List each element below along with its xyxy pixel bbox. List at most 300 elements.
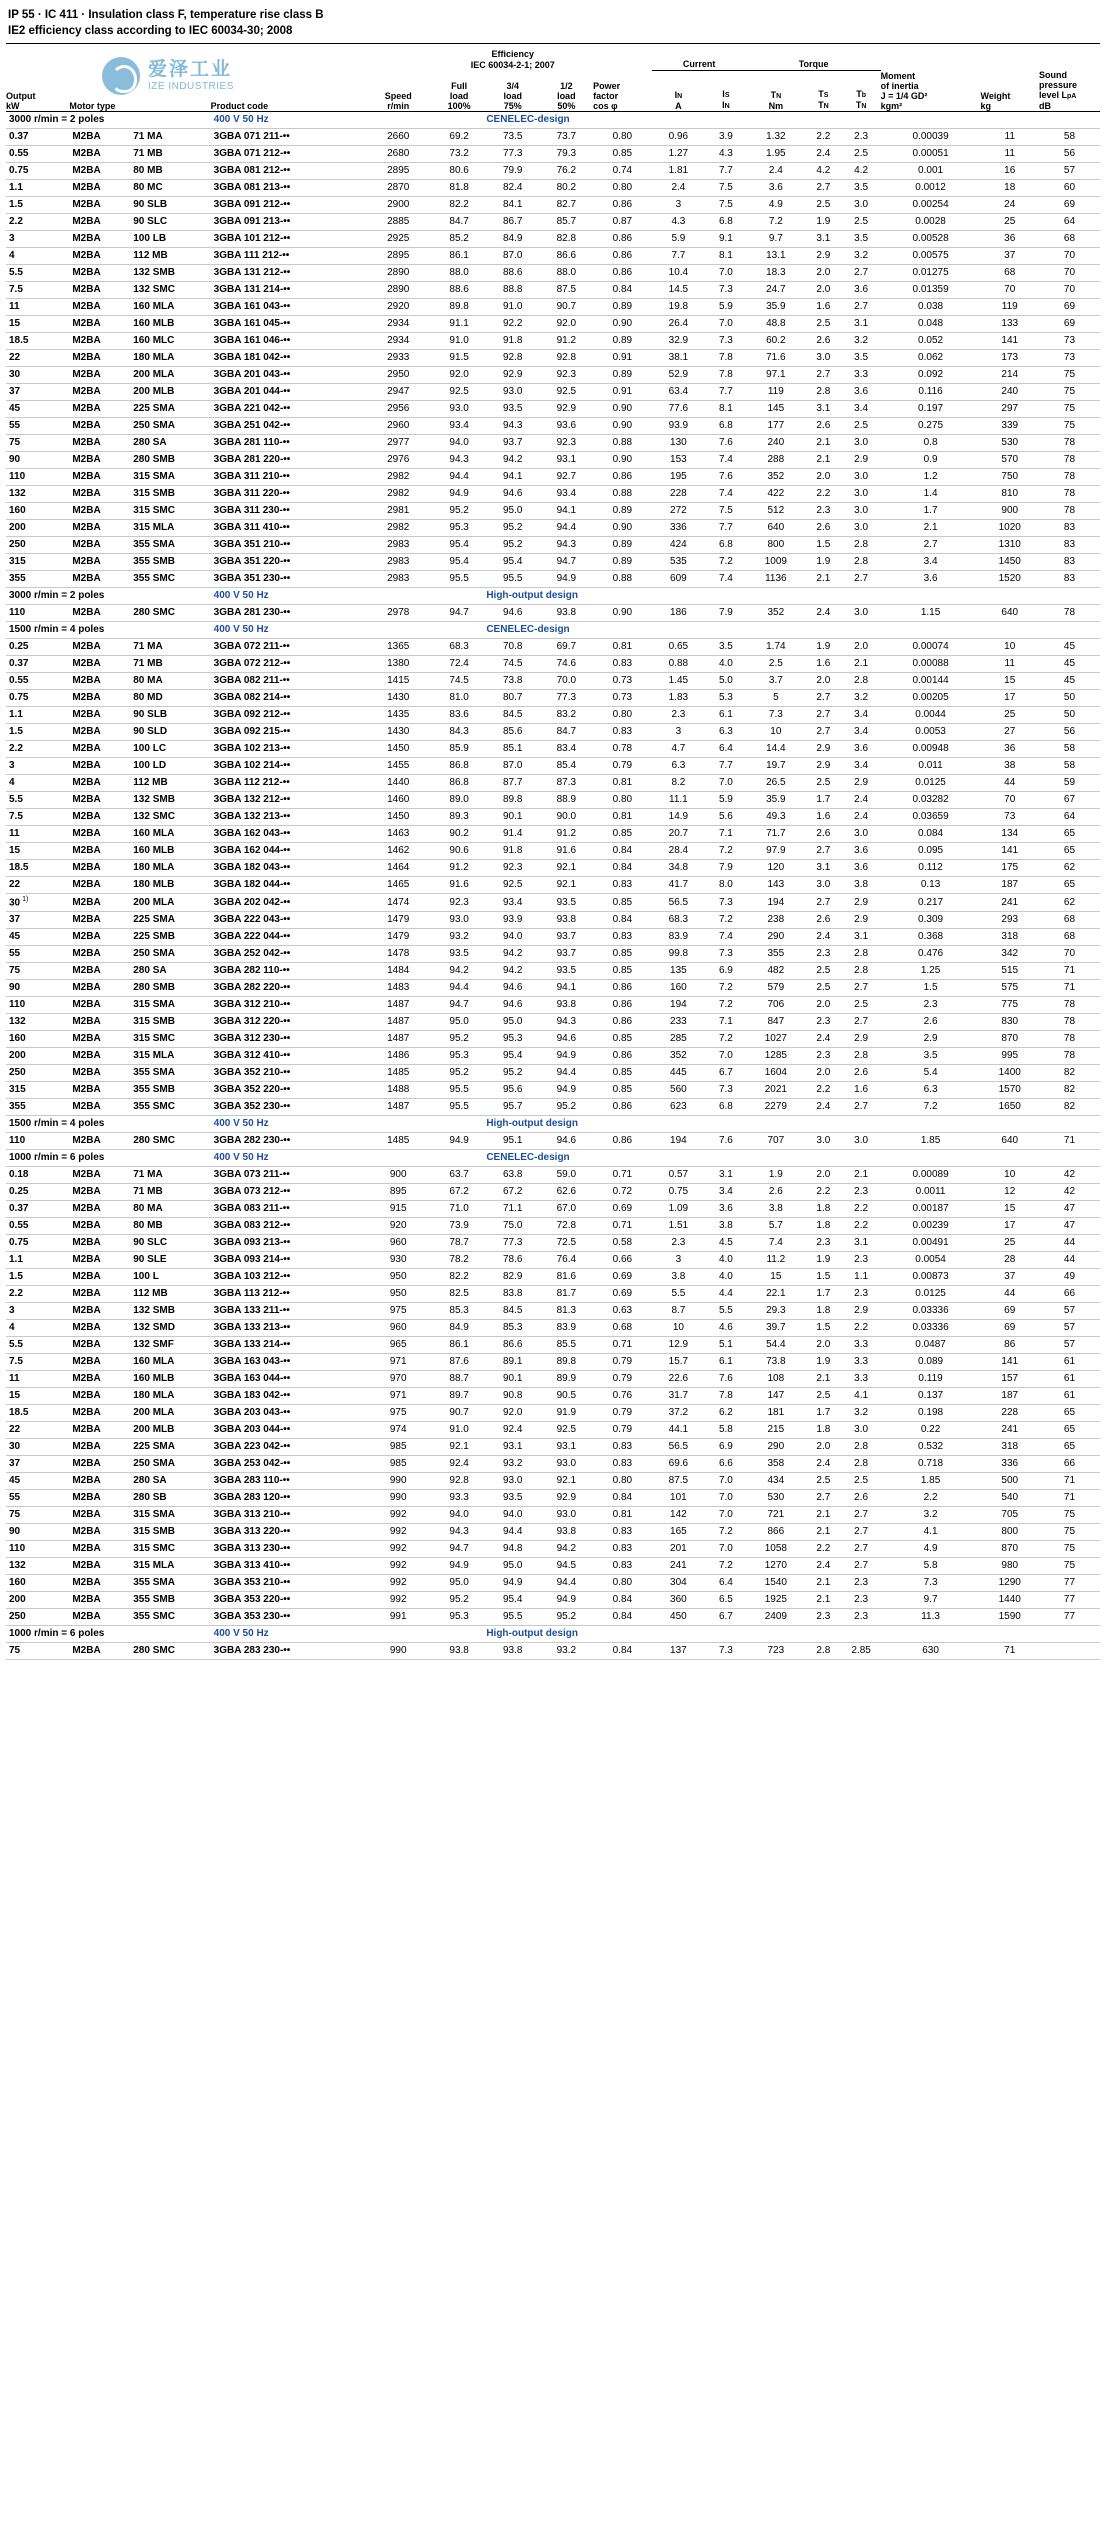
cell-eff-full: 94.7	[432, 997, 486, 1014]
table-row[interactable]	[6, 1201, 1100, 1218]
table-row[interactable]	[6, 265, 1100, 282]
cell-product-code: 3GBA 282 110-••	[211, 963, 364, 980]
cell-eff-50: 88.9	[540, 792, 594, 809]
efficiency-standard: IEC 60034-2-1; 2007	[470, 59, 555, 70]
cell-torque-tn: 13.1	[747, 248, 805, 265]
table-row[interactable]	[6, 724, 1100, 741]
cell-motor-frame: 200 MLA	[130, 894, 210, 912]
cell-output-kw: 110	[6, 997, 69, 1014]
cell-motor-frame: 100 LC	[130, 741, 210, 758]
table-row[interactable]	[6, 1490, 1100, 1507]
cell-eff-full: 95.3	[432, 520, 486, 537]
cell-eff-50: 83.9	[540, 1320, 594, 1337]
cell-motor-frame: 225 SMA	[130, 401, 210, 418]
table-row[interactable]	[6, 316, 1100, 333]
cell-torque-ratio-ts: 3.0	[805, 350, 842, 367]
cell-current-in: 0.96	[652, 129, 706, 146]
section-design-label: CENELEC-design	[432, 112, 1100, 129]
cell-eff-full: 63.7	[432, 1167, 486, 1184]
cell-product-code: 3GBA 071 212-••	[211, 146, 364, 163]
table-row[interactable]	[6, 1303, 1100, 1320]
cell-torque-ratio-tb: 2.6	[842, 1490, 881, 1507]
cell-eff-75: 94.1	[486, 469, 540, 486]
cell-current-in: 2.3	[652, 707, 706, 724]
cell-torque-ratio-ts: 2.5	[805, 1388, 842, 1405]
cell-weight: 293	[981, 912, 1039, 929]
table-row[interactable]	[6, 877, 1100, 894]
cell-eff-50: 93.0	[540, 1507, 594, 1524]
cell-eff-50: 81.3	[540, 1303, 594, 1320]
cell-output-kw: 90	[6, 980, 69, 997]
cell-product-code: 3GBA 161 043-••	[211, 299, 364, 316]
cell-weight: 25	[981, 214, 1039, 231]
cell-sound-level: 45	[1039, 673, 1100, 690]
table-row[interactable]	[6, 333, 1100, 350]
cell-sound-level: 58	[1039, 129, 1100, 146]
cell-eff-75: 85.1	[486, 741, 540, 758]
cell-motor-series: M2BA	[69, 350, 130, 367]
table-row[interactable]	[6, 639, 1100, 656]
cell-inertia: 0.198	[881, 1405, 981, 1422]
table-row[interactable]	[6, 1218, 1100, 1235]
cell-current-ratio: 5.8	[705, 1422, 746, 1439]
cell-torque-tn: 2.4	[747, 163, 805, 180]
cell-power-factor: 0.88	[593, 486, 651, 503]
table-row[interactable]	[6, 435, 1100, 452]
cell-eff-75: 92.0	[486, 1405, 540, 1422]
cell-inertia: 0.119	[881, 1371, 981, 1388]
cell-inertia: 5.8	[881, 1558, 981, 1575]
cell-current-in: 304	[652, 1575, 706, 1592]
cell-speed: 970	[364, 1371, 432, 1388]
table-row[interactable]	[6, 248, 1100, 265]
cell-motor-series: M2BA	[69, 946, 130, 963]
table-row[interactable]	[6, 1592, 1100, 1609]
header-power-factor: Power factor cos φ	[593, 70, 651, 112]
cell-power-factor: 0.79	[593, 1422, 651, 1439]
cell-power-factor: 0.71	[593, 1337, 651, 1354]
cell-eff-full: 86.1	[432, 1337, 486, 1354]
table-row[interactable]	[6, 469, 1100, 486]
table-row[interactable]	[6, 1507, 1100, 1524]
table-row[interactable]	[6, 980, 1100, 997]
cell-torque-ratio-tb: 3.6	[842, 384, 881, 401]
cell-torque-ratio-tb: 3.0	[842, 826, 881, 843]
cell-current-in: 5.5	[652, 1286, 706, 1303]
cell-motor-series: M2BA	[69, 1609, 130, 1626]
table-row[interactable]	[6, 1354, 1100, 1371]
cell-power-factor: 0.83	[593, 929, 651, 946]
cell-torque-ratio-tb: 3.3	[842, 1371, 881, 1388]
cell-motor-series: M2BA	[69, 1065, 130, 1082]
cell-power-factor: 0.79	[593, 1371, 651, 1388]
cell-torque-ratio-ts: 2.5	[805, 775, 842, 792]
cell-inertia: 0.22	[881, 1422, 981, 1439]
cell-current-ratio: 7.9	[705, 860, 746, 877]
cell-power-factor: 0.90	[593, 418, 651, 435]
cell-speed: 1455	[364, 758, 432, 775]
cell-eff-50: 90.7	[540, 299, 594, 316]
table-row[interactable]	[6, 1558, 1100, 1575]
section-speed-poles: 1000 r/min = 6 poles	[6, 1150, 211, 1167]
cell-motor-series: M2BA	[69, 1490, 130, 1507]
table-row[interactable]	[6, 605, 1100, 622]
cell-motor-frame: 80 MC	[130, 180, 210, 197]
cell-current-ratio: 3.9	[705, 129, 746, 146]
cell-product-code: 3GBA 133 213-••	[211, 1320, 364, 1337]
cell-torque-tn: 1.95	[747, 146, 805, 163]
table-row[interactable]	[6, 741, 1100, 758]
cell-eff-full: 92.8	[432, 1473, 486, 1490]
cell-product-code: 3GBA 283 230-••	[211, 1643, 364, 1660]
cell-eff-50: 83.4	[540, 741, 594, 758]
table-row[interactable]	[6, 486, 1100, 503]
cell-weight: 70	[981, 282, 1039, 299]
table-row[interactable]	[6, 452, 1100, 469]
header-speed	[364, 70, 432, 112]
cell-torque-tn: 3.8	[747, 1201, 805, 1218]
cell-torque-ratio-tb: 2.85	[842, 1643, 881, 1660]
table-row[interactable]	[6, 1184, 1100, 1201]
table-row[interactable]	[6, 384, 1100, 401]
table-row[interactable]	[6, 707, 1100, 724]
cell-sound-level: 75	[1039, 367, 1100, 384]
cell-inertia: 7.2	[881, 1099, 981, 1116]
cell-product-code: 3GBA 352 230-••	[211, 1099, 364, 1116]
table-row[interactable]	[6, 963, 1100, 980]
cell-eff-75: 95.3	[486, 1031, 540, 1048]
cell-product-code: 3GBA 221 042-••	[211, 401, 364, 418]
cell-torque-ratio-tb: 2.8	[842, 963, 881, 980]
cell-eff-50: 93.6	[540, 418, 594, 435]
cell-torque-tn: 7.4	[747, 1235, 805, 1252]
cell-output-kw: 2.2	[6, 214, 69, 231]
cell-speed: 2934	[364, 333, 432, 350]
cell-eff-full: 94.9	[432, 1133, 486, 1150]
table-row[interactable]	[6, 1286, 1100, 1303]
table-row[interactable]	[6, 929, 1100, 946]
table-row[interactable]	[6, 826, 1100, 843]
cell-torque-ratio-ts: 2.4	[805, 1558, 842, 1575]
table-row[interactable]	[6, 1541, 1100, 1558]
cell-eff-50: 89.9	[540, 1371, 594, 1388]
header-current-group: Current	[652, 44, 747, 71]
cell-torque-tn: 119	[747, 384, 805, 401]
cell-output-kw: 200	[6, 520, 69, 537]
cell-output-kw: 1.5	[6, 1269, 69, 1286]
table-row[interactable]	[6, 1371, 1100, 1388]
table-row[interactable]	[6, 673, 1100, 690]
cell-output-kw: 90	[6, 452, 69, 469]
cell-current-in: 7.7	[652, 248, 706, 265]
table-row[interactable]	[6, 350, 1100, 367]
table-row[interactable]	[6, 1609, 1100, 1626]
cell-current-in: 20.7	[652, 826, 706, 843]
cell-sound-level: 49	[1039, 1269, 1100, 1286]
cell-current-in: 41.7	[652, 877, 706, 894]
cell-eff-75: 67.2	[486, 1184, 540, 1201]
cell-output-kw: 11	[6, 1371, 69, 1388]
table-row[interactable]	[6, 775, 1100, 792]
table-row[interactable]	[6, 180, 1100, 197]
cell-product-code: 3GBA 351 210-••	[211, 537, 364, 554]
table-row[interactable]	[6, 809, 1100, 826]
cell-sound-level: 75	[1039, 418, 1100, 435]
table-row[interactable]	[6, 1473, 1100, 1490]
table-row[interactable]	[6, 1575, 1100, 1592]
cell-eff-75: 93.5	[486, 1490, 540, 1507]
table-row[interactable]	[6, 1014, 1100, 1031]
cell-motor-frame: 225 SMA	[130, 912, 210, 929]
table-row[interactable]	[6, 1065, 1100, 1082]
cell-eff-50: 85.5	[540, 1337, 594, 1354]
table-row[interactable]	[6, 1031, 1100, 1048]
cell-torque-ratio-ts: 2.3	[805, 503, 842, 520]
cell-current-in: 194	[652, 997, 706, 1014]
cell-eff-75: 95.4	[486, 1048, 540, 1065]
cell-weight: 705	[981, 1507, 1039, 1524]
cell-torque-tn: 1058	[747, 1541, 805, 1558]
cell-weight: 339	[981, 418, 1039, 435]
table-row[interactable]	[6, 129, 1100, 146]
cell-output-kw: 0.55	[6, 673, 69, 690]
cell-motor-frame: 355 SMC	[130, 571, 210, 588]
cell-eff-full: 67.2	[432, 1184, 486, 1201]
cell-torque-ratio-ts: 2.5	[805, 316, 842, 333]
table-row[interactable]	[6, 1456, 1100, 1473]
cell-output-kw: 37	[6, 384, 69, 401]
cell-product-code: 3GBA 082 214-••	[211, 690, 364, 707]
cell-eff-75: 94.8	[486, 1541, 540, 1558]
cell-power-factor: 0.58	[593, 1235, 651, 1252]
cell-weight: 775	[981, 997, 1039, 1014]
table-row[interactable]	[6, 1337, 1100, 1354]
cell-output-kw: 5.5	[6, 792, 69, 809]
cell-power-factor: 0.80	[593, 1473, 651, 1490]
table-row[interactable]	[6, 214, 1100, 231]
cell-current-in: 352	[652, 1048, 706, 1065]
cell-speed: 974	[364, 1422, 432, 1439]
cell-eff-75: 87.0	[486, 758, 540, 775]
cell-current-in: 4.7	[652, 741, 706, 758]
cell-current-in: 32.9	[652, 333, 706, 350]
cell-sound-level: 58	[1039, 741, 1100, 758]
cell-current-in: 87.5	[652, 1473, 706, 1490]
table-row[interactable]	[6, 1269, 1100, 1286]
cell-motor-series: M2BA	[69, 1184, 130, 1201]
cell-inertia: 0.0125	[881, 775, 981, 792]
cell-weight: 16	[981, 163, 1039, 180]
cell-speed: 1483	[364, 980, 432, 997]
cell-current-ratio: 7.3	[705, 333, 746, 350]
table-row[interactable]	[6, 520, 1100, 537]
cell-power-factor: 0.85	[593, 946, 651, 963]
cell-current-in: 623	[652, 1099, 706, 1116]
table-row[interactable]	[6, 1252, 1100, 1269]
cell-current-in: 37.2	[652, 1405, 706, 1422]
table-row[interactable]	[6, 1388, 1100, 1405]
cell-sound-level: 83	[1039, 554, 1100, 571]
cell-weight: 36	[981, 741, 1039, 758]
cell-eff-full: 72.4	[432, 656, 486, 673]
table-row[interactable]	[6, 1422, 1100, 1439]
header-moment-of-inertia: Moment of inertia J = 1/4 GD² kgm²	[881, 70, 981, 112]
table-row[interactable]	[6, 163, 1100, 180]
cell-eff-50: 67.0	[540, 1201, 594, 1218]
cell-speed: 900	[364, 1167, 432, 1184]
cell-eff-full: 94.2	[432, 963, 486, 980]
table-row[interactable]	[6, 1048, 1100, 1065]
cell-eff-full: 91.0	[432, 1422, 486, 1439]
cell-speed: 2982	[364, 520, 432, 537]
cell-inertia: 630	[881, 1643, 981, 1660]
table-row[interactable]	[6, 758, 1100, 775]
table-row[interactable]	[6, 690, 1100, 707]
cell-product-code: 3GBA 091 213-••	[211, 214, 364, 231]
table-row[interactable]	[6, 894, 1100, 912]
table-row[interactable]	[6, 1099, 1100, 1116]
cell-current-ratio: 7.3	[705, 946, 746, 963]
cell-current-ratio: 7.3	[705, 1082, 746, 1099]
cell-inertia: 5.4	[881, 1065, 981, 1082]
table-row[interactable]	[6, 1167, 1100, 1184]
table-row[interactable]	[6, 197, 1100, 214]
cell-torque-ratio-tb: 4.1	[842, 1388, 881, 1405]
cell-power-factor: 0.68	[593, 1320, 651, 1337]
table-row[interactable]	[6, 792, 1100, 809]
cell-current-in: 130	[652, 435, 706, 452]
cell-torque-ratio-ts: 2.5	[805, 197, 842, 214]
cell-eff-75: 90.1	[486, 809, 540, 826]
cell-eff-75: 95.2	[486, 520, 540, 537]
table-row[interactable]	[6, 146, 1100, 163]
cell-torque-ratio-tb: 3.0	[842, 520, 881, 537]
cell-motor-frame: 112 MB	[130, 248, 210, 265]
table-row[interactable]	[6, 231, 1100, 248]
cell-speed: 992	[364, 1558, 432, 1575]
cell-torque-tn: 2.5	[747, 656, 805, 673]
table-row[interactable]	[6, 503, 1100, 520]
cell-eff-full: 81.8	[432, 180, 486, 197]
cell-product-code: 3GBA 283 110-••	[211, 1473, 364, 1490]
cell-motor-frame: 90 SLB	[130, 197, 210, 214]
table-row[interactable]	[6, 843, 1100, 860]
cell-sound-level: 65	[1039, 1439, 1100, 1456]
table-row[interactable]	[6, 946, 1100, 963]
cell-speed: 992	[364, 1541, 432, 1558]
table-row[interactable]	[6, 401, 1100, 418]
cell-torque-ratio-ts: 2.5	[805, 980, 842, 997]
cell-output-kw: 160	[6, 503, 69, 520]
cell-power-factor: 0.85	[593, 1082, 651, 1099]
cell-motor-series: M2BA	[69, 180, 130, 197]
cell-current-in: 195	[652, 469, 706, 486]
cell-torque-ratio-tb: 2.7	[842, 1541, 881, 1558]
cell-output-kw: 30	[6, 1439, 69, 1456]
cell-eff-50: 93.1	[540, 452, 594, 469]
cell-motor-frame: 160 MLB	[130, 1371, 210, 1388]
table-row[interactable]	[6, 537, 1100, 554]
cell-current-in: 3.8	[652, 1269, 706, 1286]
section-header-row	[6, 1626, 1100, 1643]
cell-motor-series: M2BA	[69, 1303, 130, 1320]
cell-motor-series: M2BA	[69, 1167, 130, 1184]
cell-eff-50: 72.5	[540, 1235, 594, 1252]
table-row[interactable]	[6, 1439, 1100, 1456]
cell-eff-75: 93.4	[486, 894, 540, 912]
table-row[interactable]	[6, 1082, 1100, 1099]
cell-product-code: 3GBA 071 211-••	[211, 129, 364, 146]
cell-speed: 2885	[364, 214, 432, 231]
cell-current-ratio: 7.0	[705, 1507, 746, 1524]
cell-eff-75: 95.0	[486, 503, 540, 520]
cell-torque-tn: 1.9	[747, 1167, 805, 1184]
cell-output-kw: 250	[6, 1065, 69, 1082]
cell-speed: 990	[364, 1490, 432, 1507]
cell-torque-ratio-ts: 2.0	[805, 1439, 842, 1456]
table-row[interactable]	[6, 282, 1100, 299]
cell-motor-series: M2BA	[69, 333, 130, 350]
cell-power-factor: 0.89	[593, 333, 651, 350]
table-row[interactable]	[6, 1643, 1100, 1660]
table-row[interactable]	[6, 1320, 1100, 1337]
cell-speed: 991	[364, 1609, 432, 1626]
cell-motor-series: M2BA	[69, 690, 130, 707]
cell-inertia: 2.1	[881, 520, 981, 537]
cell-product-code: 3GBA 312 210-••	[211, 997, 364, 1014]
table-row[interactable]	[6, 1524, 1100, 1541]
table-row[interactable]	[6, 912, 1100, 929]
cell-eff-full: 86.8	[432, 758, 486, 775]
cell-product-code: 3GBA 312 220-••	[211, 1014, 364, 1031]
cell-eff-75: 92.5	[486, 877, 540, 894]
table-row[interactable]	[6, 860, 1100, 877]
table-row[interactable]	[6, 418, 1100, 435]
cell-torque-ratio-ts: 2.6	[805, 520, 842, 537]
cell-current-in: 336	[652, 520, 706, 537]
cell-eff-50: 76.2	[540, 163, 594, 180]
cell-product-code: 3GBA 161 045-••	[211, 316, 364, 333]
table-row[interactable]	[6, 367, 1100, 384]
cell-speed: 1380	[364, 656, 432, 673]
cell-sound-level: 69	[1039, 197, 1100, 214]
cell-motor-frame: 160 MLA	[130, 299, 210, 316]
table-row[interactable]	[6, 571, 1100, 588]
cell-torque-tn: 60.2	[747, 333, 805, 350]
cell-eff-50: 93.8	[540, 605, 594, 622]
table-row[interactable]	[6, 656, 1100, 673]
table-row[interactable]	[6, 1405, 1100, 1422]
table-row[interactable]	[6, 1133, 1100, 1150]
cell-power-factor: 0.73	[593, 690, 651, 707]
cell-torque-tn: 238	[747, 912, 805, 929]
table-row[interactable]	[6, 1235, 1100, 1252]
cell-current-in: 31.7	[652, 1388, 706, 1405]
cell-product-code: 3GBA 073 211-••	[211, 1167, 364, 1184]
cell-product-code: 3GBA 083 212-••	[211, 1218, 364, 1235]
table-row[interactable]	[6, 299, 1100, 316]
cell-motor-series: M2BA	[69, 163, 130, 180]
cell-power-factor: 0.80	[593, 792, 651, 809]
cell-current-in: 360	[652, 1592, 706, 1609]
table-row[interactable]	[6, 554, 1100, 571]
cell-output-kw: 45	[6, 401, 69, 418]
cell-current-ratio: 4.0	[705, 656, 746, 673]
table-row[interactable]	[6, 997, 1100, 1014]
cell-sound-level: 69	[1039, 299, 1100, 316]
cell-product-code: 3GBA 281 230-••	[211, 605, 364, 622]
cell-output-kw: 0.75	[6, 1235, 69, 1252]
